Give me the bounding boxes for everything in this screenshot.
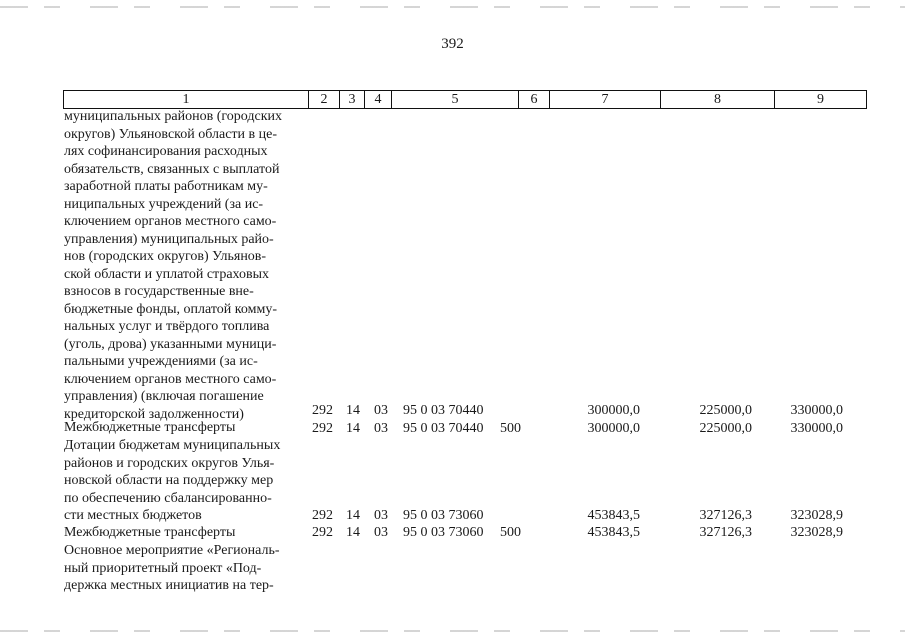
- desc-line: Межбюджетные трансферты: [64, 525, 236, 540]
- desc-line: ской области и уплатой страховых: [64, 266, 270, 282]
- desc-line: лях софинансирования расходных: [64, 144, 268, 159]
- cell-c8: 327126,3: [699, 508, 752, 523]
- desc-line: держка местных инициатив на тер-: [64, 578, 274, 593]
- desc-line: (уголь, дрова) указанными муници-: [64, 336, 277, 352]
- cell-c7: 300000,0: [587, 421, 640, 436]
- column-header-5: 5: [392, 91, 519, 109]
- desc-line: пальными учреждениями (за ис-: [64, 354, 258, 369]
- column-header-row: [63, 90, 867, 109]
- desc-line: ключением органов местного само-: [64, 371, 277, 387]
- cell-c8: 225000,0: [699, 421, 752, 436]
- cell-c9: 330000,0: [790, 421, 843, 436]
- cell-c9: 330000,0: [790, 403, 843, 418]
- desc-line: Основное мероприятие «Региональ-: [64, 543, 280, 558]
- desc-line: новской области на поддержку мер: [64, 473, 274, 488]
- cell-c6: 500: [500, 525, 521, 540]
- column-header-1: 1: [64, 91, 309, 109]
- desc-line: управления) муниципальных райо-: [64, 231, 274, 247]
- desc-line: Межбюджетные трансферты: [64, 420, 236, 435]
- cell-c3: 14: [346, 403, 360, 418]
- cell-c2: 292: [312, 403, 333, 418]
- cell-c6: 500: [500, 421, 521, 436]
- cell-c7: 300000,0: [587, 403, 640, 418]
- desc-line: ный приоритетный проект «Под-: [64, 560, 262, 576]
- cell-c7: 453843,5: [587, 508, 640, 523]
- column-header-9: 9: [775, 91, 867, 109]
- page-number: 392: [441, 36, 464, 52]
- column-header-2: 2: [309, 91, 340, 109]
- scan-edge-bottom: [0, 630, 905, 632]
- desc-line: сти местных бюджетов: [64, 508, 202, 523]
- cell-c3: 14: [346, 421, 360, 436]
- cell-c2: 292: [312, 508, 333, 523]
- column-header-4: 4: [365, 91, 392, 109]
- scan-edge-top: [0, 6, 905, 8]
- cell-c4: 03: [374, 421, 388, 436]
- row-4-description: [64, 542, 301, 595]
- desc-line: обязательств, связанных с выплатой: [64, 161, 280, 177]
- desc-line: ключением органов местного само-: [64, 214, 277, 229]
- cell-c5: 95 0 03 73060: [403, 525, 484, 540]
- cell-c2: 292: [312, 525, 333, 540]
- column-header-6: 6: [519, 91, 550, 109]
- desc-line: кредиторской задолженности): [64, 406, 244, 422]
- cell-c5: 95 0 03 70440: [403, 421, 484, 436]
- cell-c5: 95 0 03 73060: [403, 508, 484, 523]
- desc-line: бюджетные фонды, оплатой комму-: [64, 301, 277, 317]
- desc-line: районов и городских округов Улья-: [64, 455, 275, 471]
- row-1-description: [64, 419, 301, 437]
- column-header-8: 8: [661, 91, 775, 109]
- desc-line: заработной платы работникам му-: [64, 179, 268, 194]
- cell-c3: 14: [346, 525, 360, 540]
- cell-c8: 327126,3: [699, 525, 752, 540]
- cell-c5: 95 0 03 70440: [403, 403, 484, 418]
- cell-c9: 323028,9: [790, 508, 843, 523]
- desc-line: Дотации бюджетам муниципальных: [64, 438, 281, 453]
- column-header-3: 3: [340, 91, 365, 109]
- desc-line: управления) (включая погашение: [64, 389, 264, 404]
- desc-line: взносов в государственные вне-: [64, 284, 254, 299]
- cell-c7: 453843,5: [587, 525, 640, 540]
- cell-c8: 225000,0: [699, 403, 752, 418]
- row-3-description: [64, 524, 301, 542]
- desc-line: по обеспечению сбалансированно-: [64, 490, 272, 506]
- cell-c4: 03: [374, 508, 388, 523]
- cell-c3: 14: [346, 508, 360, 523]
- cell-c4: 03: [374, 403, 388, 418]
- desc-line: ниципальных учреждений (за ис-: [64, 196, 264, 212]
- cell-c4: 03: [374, 525, 388, 540]
- desc-line: муниципальных районов (городских: [64, 109, 283, 124]
- cell-c9: 323028,9: [790, 525, 843, 540]
- cell-c2: 292: [312, 421, 333, 436]
- column-header-7: 7: [550, 91, 661, 109]
- desc-line: нов (городских округов) Ульянов-: [64, 249, 267, 264]
- desc-line: округов) Ульяновской области в це-: [64, 126, 278, 142]
- desc-line: нальных услуг и твёрдого топлива: [64, 319, 270, 334]
- row-0-description: [64, 108, 301, 423]
- row-2-description: [64, 437, 301, 525]
